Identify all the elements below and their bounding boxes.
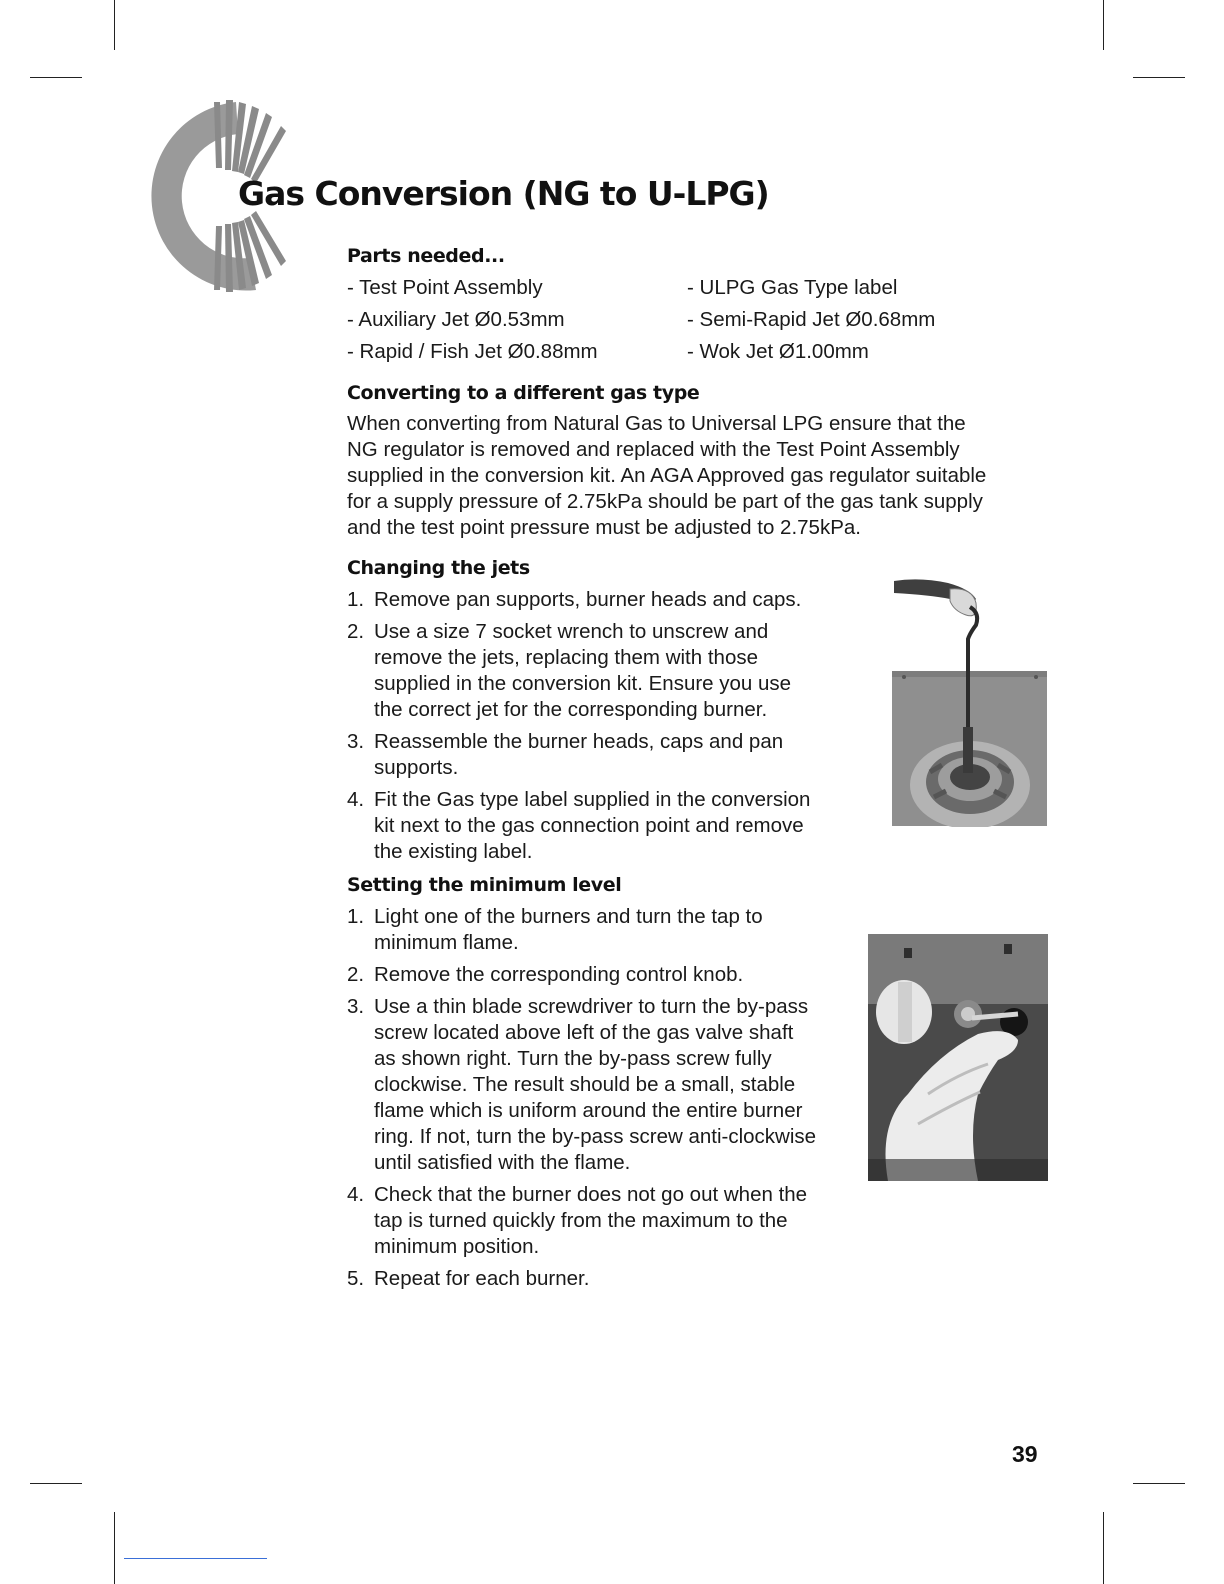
crop-mark bbox=[30, 77, 82, 78]
step-number: 3. bbox=[347, 995, 365, 1018]
step-line: flame which is uniform around the entire burner bbox=[374, 1099, 803, 1122]
step-line: the correct jet for the corresponding burner. bbox=[374, 698, 768, 721]
step-line: Remove the corresponding control knob. bbox=[374, 963, 744, 986]
step-line: Reassemble the burner heads, caps and pan bbox=[374, 730, 784, 753]
list-item bbox=[347, 962, 816, 988]
list-item bbox=[347, 1266, 816, 1292]
list-item bbox=[347, 994, 816, 1176]
crop-mark bbox=[1103, 0, 1104, 50]
step-number: 2. bbox=[347, 963, 365, 986]
step-number: 1. bbox=[347, 588, 365, 611]
minimum-heading: Setting the minimum level bbox=[347, 874, 622, 896]
minimum-steps-list bbox=[347, 904, 816, 1298]
step-line: ring. If not, turn the by-pass screw anti-clockwise bbox=[374, 1125, 817, 1148]
step-line: Use a thin blade screwdriver to turn the by-pass bbox=[374, 995, 809, 1018]
step-line: minimum position. bbox=[374, 1235, 540, 1258]
list-item bbox=[347, 729, 810, 781]
list-item bbox=[347, 619, 810, 723]
step-line: minimum flame. bbox=[374, 931, 519, 954]
list-item bbox=[347, 904, 816, 956]
step-number: 2. bbox=[347, 620, 365, 643]
crop-mark bbox=[1103, 1512, 1104, 1584]
step-line: tap is turned quickly from the maximum to the bbox=[374, 1209, 788, 1232]
bypass-screw-photo bbox=[868, 934, 1048, 1181]
step-line: as shown right. Turn the by-pass screw fully bbox=[374, 1047, 772, 1070]
crop-mark bbox=[1133, 1483, 1185, 1484]
list-item bbox=[347, 787, 810, 865]
list-item bbox=[347, 1182, 816, 1260]
list-item: - ULPG Gas Type label bbox=[687, 276, 898, 299]
list-item: - Test Point Assembly bbox=[347, 276, 543, 299]
step-number: 3. bbox=[347, 730, 365, 753]
paragraph-line: supplied in the conversion kit. An AGA Approved gas regulator suitable bbox=[347, 464, 987, 487]
step-line: Use a size 7 socket wrench to unscrew and bbox=[374, 620, 769, 643]
crop-mark bbox=[1133, 77, 1185, 78]
converting-paragraph bbox=[347, 411, 1067, 541]
jets-steps-list bbox=[347, 587, 810, 871]
list-item: - Wok Jet Ø1.00mm bbox=[687, 340, 869, 363]
crop-mark bbox=[114, 1512, 115, 1584]
parts-heading: Parts needed... bbox=[347, 245, 505, 267]
burner-jet-photo bbox=[890, 577, 1048, 827]
paragraph-line: and the test point pressure must be adjusted to 2.75kPa. bbox=[347, 516, 861, 539]
step-number: 5. bbox=[347, 1267, 365, 1290]
paragraph-line: NG regulator is removed and replaced with the Test Point Assembly bbox=[347, 438, 960, 461]
step-line: kit next to the gas connection point and remove bbox=[374, 814, 804, 837]
step-line: Check that the burner does not go out when the bbox=[374, 1183, 808, 1206]
list-item bbox=[347, 587, 810, 613]
list-item: - Auxiliary Jet Ø0.53mm bbox=[347, 308, 565, 331]
jets-heading: Changing the jets bbox=[347, 557, 530, 579]
step-line: remove the jets, replacing them with those bbox=[374, 646, 758, 669]
paragraph-line: When converting from Natural Gas to Universal LPG ensure that the bbox=[347, 412, 966, 435]
step-line: clockwise. The result should be a small, stable bbox=[374, 1073, 796, 1096]
page-number: 39 bbox=[1012, 1441, 1038, 1467]
step-line: Remove pan supports, burner heads and caps. bbox=[374, 588, 802, 611]
list-item: - Semi-Rapid Jet Ø0.68mm bbox=[687, 308, 936, 331]
step-line: screw located above left of the gas valve shaft bbox=[374, 1021, 794, 1044]
step-line: Light one of the burners and turn the tap to bbox=[374, 905, 763, 928]
bottom-link-line bbox=[124, 1558, 267, 1559]
step-line: the existing label. bbox=[374, 840, 533, 863]
crop-mark bbox=[30, 1483, 82, 1484]
paragraph-line: for a supply pressure of 2.75kPa should be part of the gas tank supply bbox=[347, 490, 983, 513]
step-number: 4. bbox=[347, 788, 365, 811]
step-number: 4. bbox=[347, 1183, 365, 1206]
step-number: 1. bbox=[347, 905, 365, 928]
crop-mark bbox=[114, 0, 115, 50]
step-line: Repeat for each burner. bbox=[374, 1267, 590, 1290]
step-line: supplied in the conversion kit. Ensure you use bbox=[374, 672, 792, 695]
converting-heading: Converting to a different gas type bbox=[347, 382, 700, 404]
page-title: Gas Conversion (NG to U-LPG) bbox=[238, 174, 769, 213]
step-line: until satisfied with the flame. bbox=[374, 1151, 631, 1174]
list-item: - Rapid / Fish Jet Ø0.88mm bbox=[347, 340, 598, 363]
step-line: Fit the Gas type label supplied in the conversion bbox=[374, 788, 811, 811]
step-line: supports. bbox=[374, 756, 459, 779]
